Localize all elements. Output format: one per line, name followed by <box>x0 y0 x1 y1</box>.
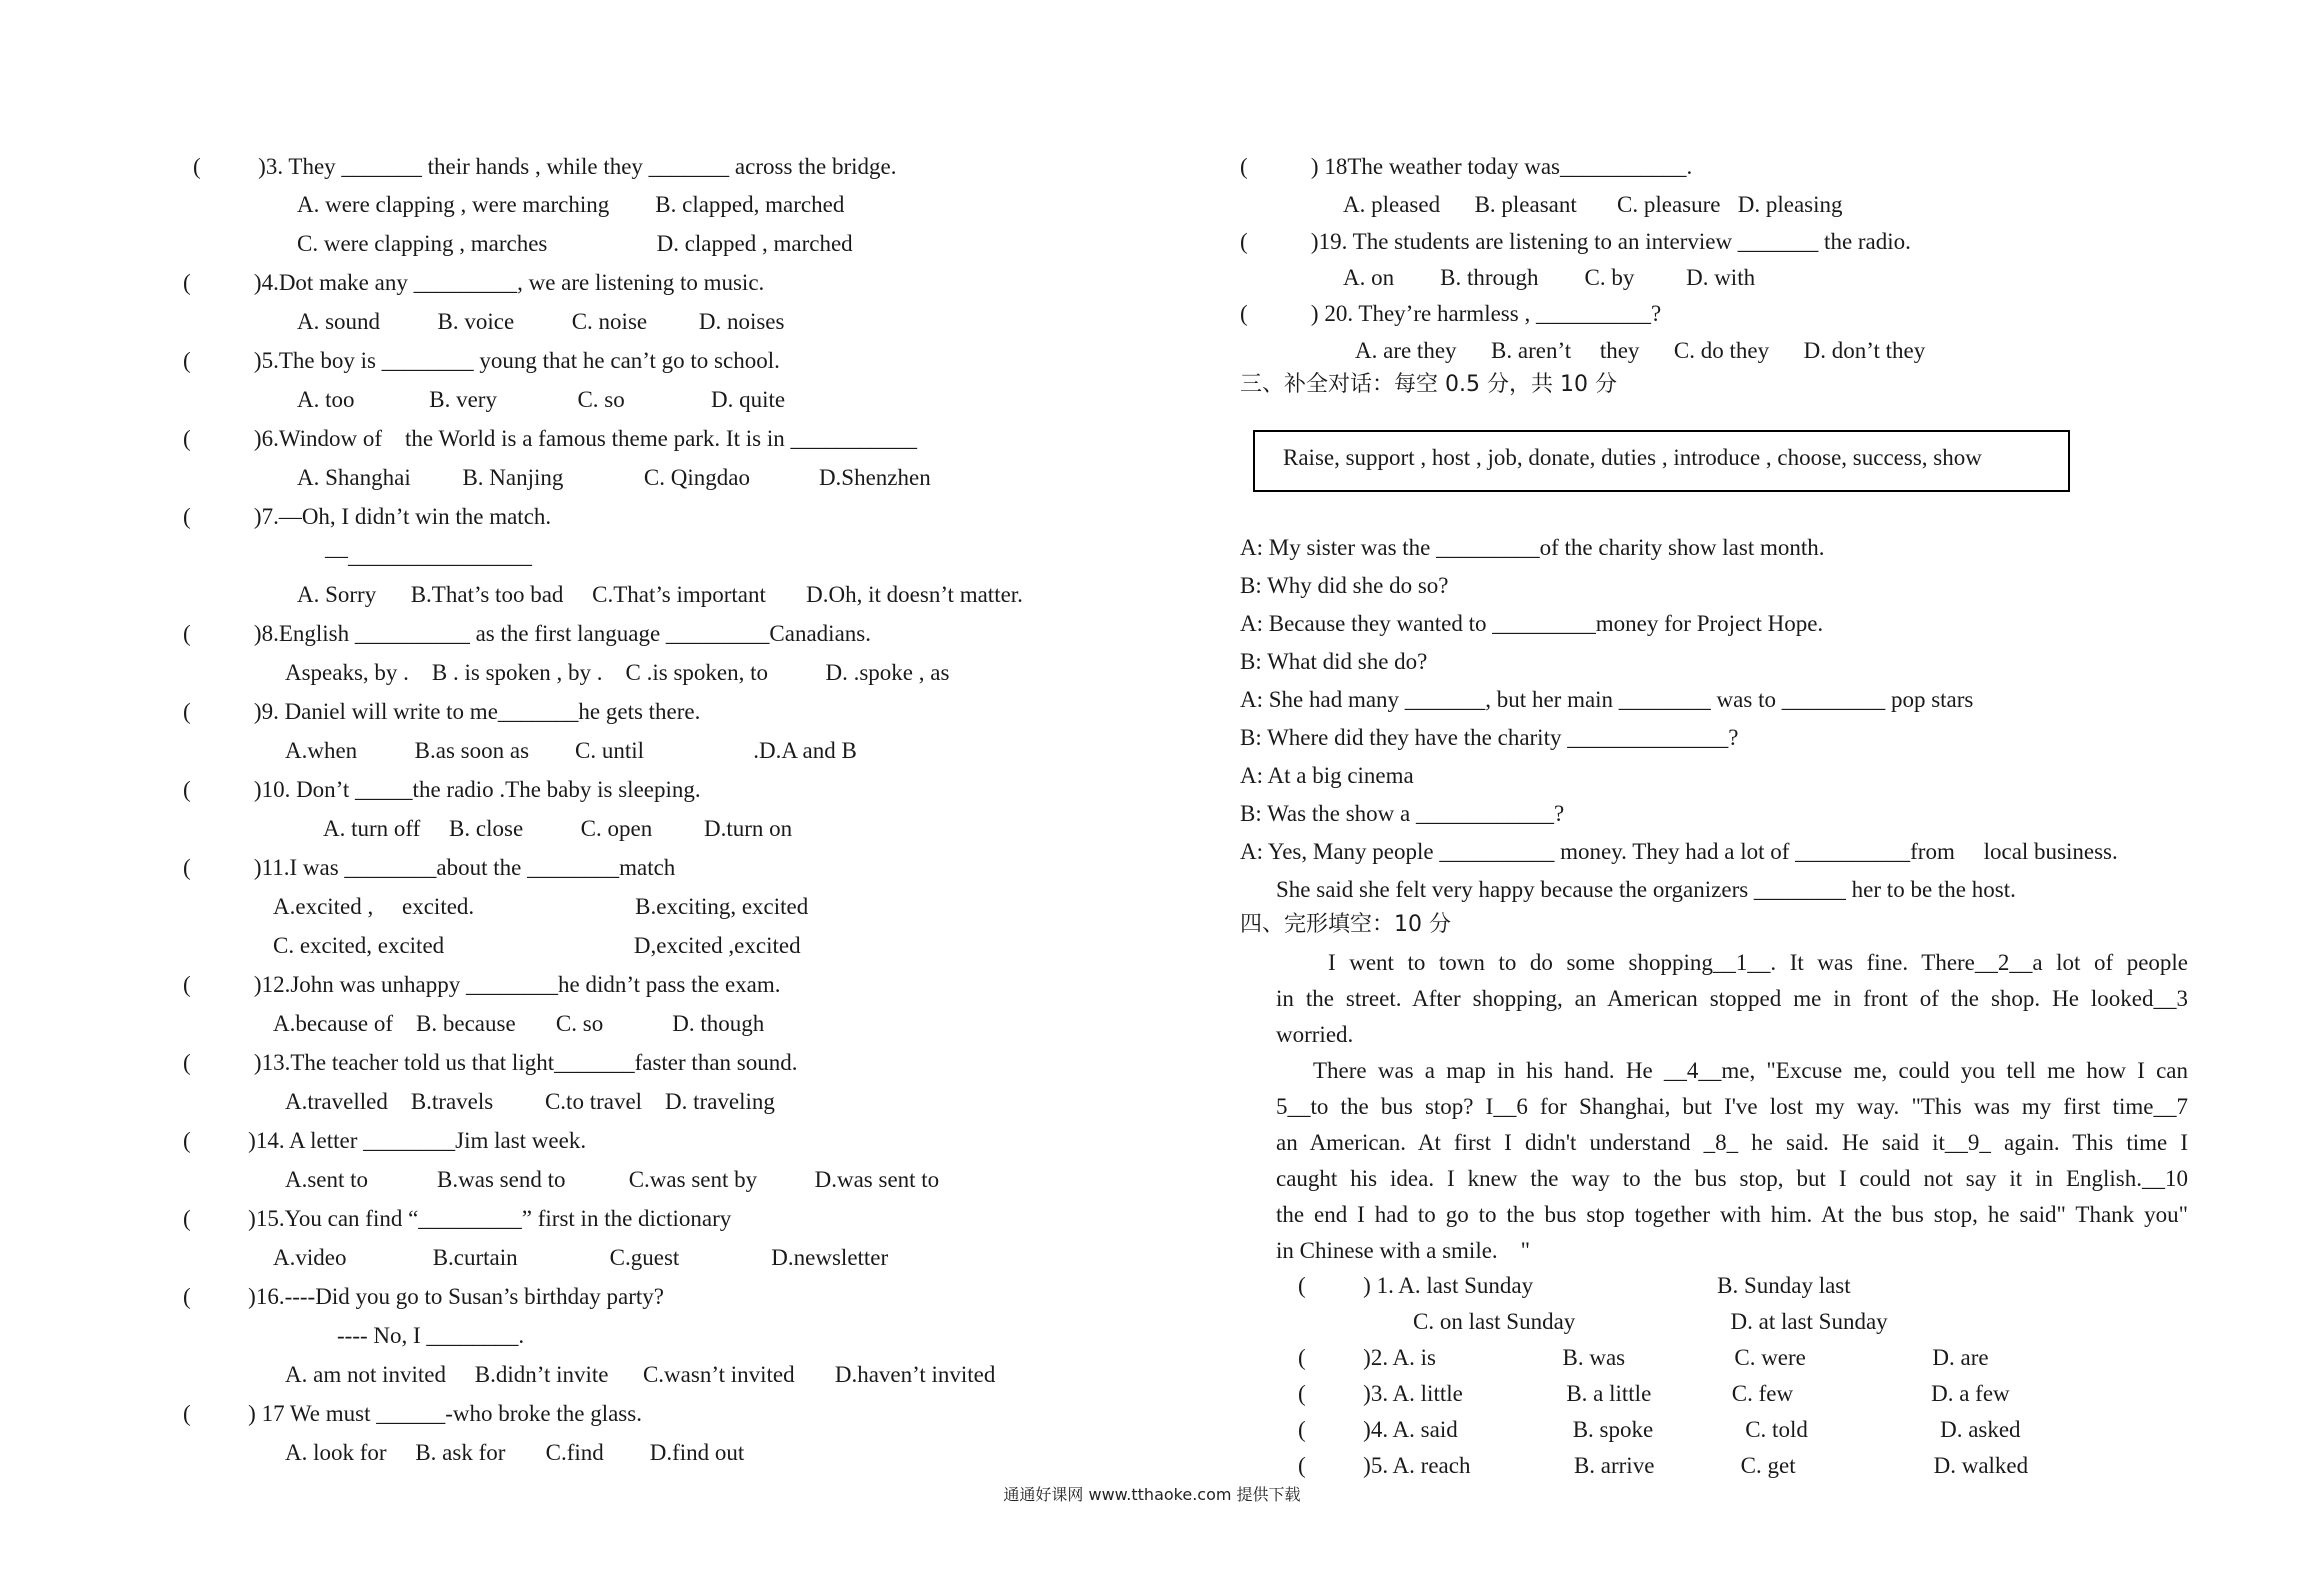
question-line: A. look for B. ask for C.find D.find out <box>285 1440 745 1465</box>
question-line: A. pleased B. pleasant C. pleasure D. pleasing <box>1343 192 1843 217</box>
word-box-text: Raise, support , host , job, donate, duties , introduce , choose, success, show <box>1283 445 1982 470</box>
question-line: A.sent to B.was send to C.was sent by D.was sent to <box>285 1167 940 1192</box>
cloze-option-line: ( )2. A. is B. was C. were D. are <box>1298 1345 1989 1370</box>
question-line: A: At a big cinema <box>1240 763 1414 788</box>
question-line: A. Shanghai B. Nanjing C. Qingdao D.Shenzhen <box>297 465 931 490</box>
question-line: A: She had many _______, but her main ________ was to _________ pop stars <box>1240 687 1974 712</box>
passage-line: in Chinese with a smile. " <box>1276 1238 1531 1263</box>
question-line: A: Yes, Many people __________ money. They had a lot of __________from local business. <box>1240 839 2118 864</box>
question-line: ( ) 18The weather today was___________. <box>1240 154 1693 179</box>
question-line: ( )16.----Did you go to Susan’s birthday party? <box>183 1284 665 1309</box>
page-footer: 通通好课网 www.tthaoke.com 提供下载 <box>1003 1485 1301 1504</box>
cloze-option-line: C. on last Sunday D. at last Sunday <box>1413 1309 1888 1334</box>
cloze-option-line: ( )5. A. reach B. arrive C. get D. walked <box>1298 1453 2029 1478</box>
question-line: ( )3. They _______ their hands , while they _______ across the bridge. <box>193 154 897 179</box>
cloze-option-line: ( )4. A. said B. spoke C. told D. asked <box>1298 1417 2021 1442</box>
passage-line: worried. <box>1276 1022 1354 1047</box>
question-line: A.when B.as soon as C. until .D.A and B <box>285 738 857 763</box>
question-line: ---- No, I ________. <box>337 1323 525 1348</box>
question-line: ( )14. A letter ________Jim last week. <box>183 1128 587 1153</box>
section4-title: 四、完形填空：10 分 <box>1240 912 1451 937</box>
question-line: B: Where did they have the charity ______________? <box>1240 725 1739 750</box>
cloze-option-line: ( )3. A. little B. a little C. few D. a few <box>1298 1381 2010 1406</box>
question-line: ( )13.The teacher told us that light_______faster than sound. <box>183 1050 798 1075</box>
question-line: A.excited , excited. B.exciting, excited <box>273 894 809 919</box>
passage-line: 5__to the bus stop? I__6 for Shanghai, but I've lost my way. "This was my first time__7 <box>1276 1094 2188 1119</box>
question-line: ( ) 20. They’re harmless , __________? <box>1240 301 1662 326</box>
question-line: C. were clapping , marches D. clapped , marched <box>297 231 853 256</box>
question-line: ( ) 17 We must ______-who broke the glass. <box>183 1401 642 1426</box>
question-line: A. am not invited B.didn’t invite C.wasn’t invited D.haven’t invited <box>285 1362 996 1387</box>
question-line: A. were clapping , were marching B. clapped, marched <box>297 192 845 217</box>
question-line: A. on B. through C. by D. with <box>1343 265 1756 290</box>
question-line: ( )8.English __________ as the first language _________Canadians. <box>183 621 871 646</box>
question-line: A. sound B. voice C. noise D. noises <box>297 309 785 334</box>
question-line: ( )12.John was unhappy ________he didn’t pass the exam. <box>183 972 781 997</box>
question-line: B: Why did she do so? <box>1240 573 1449 598</box>
question-line: ( )9. Daniel will write to me_______he gets there. <box>183 699 701 724</box>
question-line: ( )5.The boy is ________ young that he can’t go to school. <box>183 348 780 373</box>
passage-line: caught his idea. I knew the way to the bus stop, but I could not say it in English.__10 <box>1276 1166 2188 1191</box>
section3-title: 三、补全对话：每空 0.5 分，共 10 分 <box>1240 372 1617 397</box>
question-line: A: My sister was the _________of the charity show last month. <box>1240 535 1825 560</box>
passage-line: in the street. After shopping, an American stopped me in front of the shop. He looked__3 <box>1276 986 2188 1011</box>
question-line: —________________ <box>325 543 532 568</box>
question-line: B: Was the show a ____________? <box>1240 801 1565 826</box>
passage-line: I went to town to do some shopping__1__. It was fine. There__2__a lot of people <box>1328 950 2188 975</box>
question-line: A.travelled B.travels C.to travel D. traveling <box>285 1089 775 1114</box>
question-line: C. excited, excited D,excited ,excited <box>273 933 801 958</box>
question-line: ( )19. The students are listening to an interview _______ the radio. <box>1240 229 1911 254</box>
question-line: A.because of B. because C. so D. though <box>273 1011 765 1036</box>
question-line: A. Sorry B.That’s too bad C.That’s important D.Oh, it doesn’t matter. <box>297 582 1023 607</box>
question-line: ( )11.I was ________about the ________match <box>183 855 676 880</box>
question-line: ( )7.—Oh, I didn’t win the match. <box>183 504 552 529</box>
question-line: A. too B. very C. so D. quite <box>297 387 786 412</box>
passage-line: There was a map in his hand. He __4__me, "Excuse me, could you tell me how I can <box>1313 1058 2188 1083</box>
question-line: A. are they B. aren’t they C. do they D. don’t they <box>1355 338 1926 363</box>
question-line: A: Because they wanted to _________money for Project Hope. <box>1240 611 1824 636</box>
question-line: She said she felt very happy because the organizers ________ her to be the host. <box>1276 877 2016 902</box>
question-line: B: What did she do? <box>1240 649 1428 674</box>
question-line: Aspeaks, by . B . is spoken , by . C .is spoken, to D. .spoke , as <box>285 660 950 685</box>
passage-line: an American. At first I didn't understand _8_ he said. He said it__9_ again. This time I <box>1276 1130 2188 1155</box>
question-line: A.video B.curtain C.guest D.newsletter <box>273 1245 889 1270</box>
question-line: A. turn off B. close C. open D.turn on <box>323 816 793 841</box>
passage-line: the end I had to go to the bus stop together with him. At the bus stop, he said" Thank you" <box>1276 1202 2188 1227</box>
question-line: ( )6.Window of the World is a famous theme park. It is in ___________ <box>183 426 917 451</box>
cloze-option-line: ( ) 1. A. last Sunday B. Sunday last <box>1298 1273 1851 1298</box>
question-line: ( )4.Dot make any _________, we are listening to music. <box>183 270 765 295</box>
question-line: ( )15.You can find “_________” first in the dictionary <box>183 1206 732 1231</box>
question-line: ( )10. Don’t _____the radio .The baby is sleeping. <box>183 777 701 802</box>
